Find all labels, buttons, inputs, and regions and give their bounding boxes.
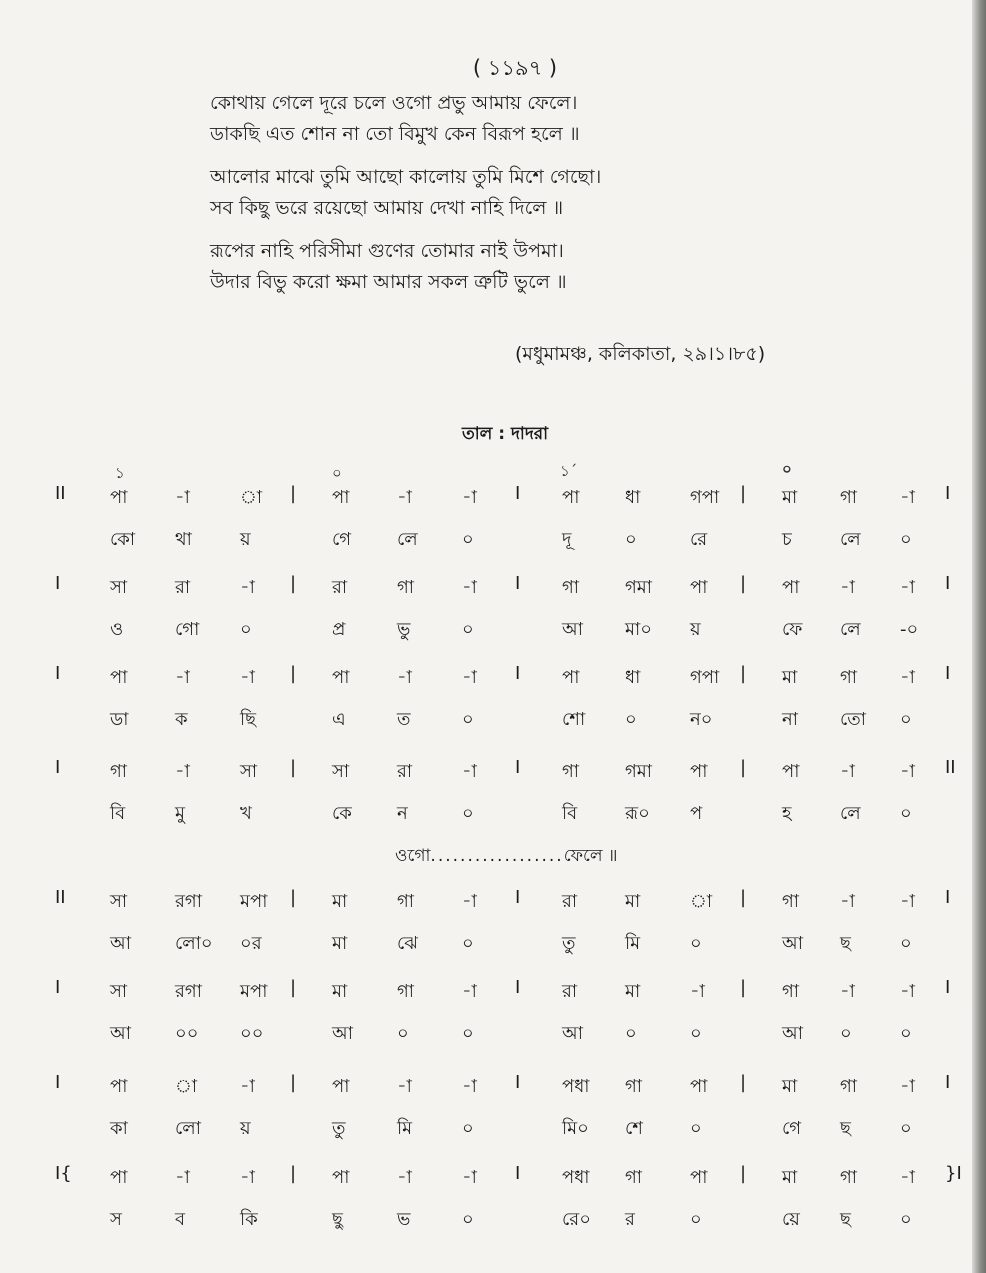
bar-line: |: [290, 483, 297, 504]
note-cell: মা: [782, 1076, 798, 1097]
lyric-syllable: ০০: [240, 1023, 264, 1044]
lyric-syllable: হ: [782, 803, 792, 824]
beat-mark: ০: [332, 464, 342, 482]
lyric-syllable: গে: [332, 529, 352, 550]
lyric-syllable: ফে: [782, 619, 803, 640]
note-cell: -া: [462, 577, 477, 598]
lyric-syllable: আ: [782, 1023, 803, 1044]
bar-line: I: [55, 757, 61, 778]
song-lyrics: [210, 88, 601, 310]
note-cell: গা: [840, 1167, 858, 1188]
lyric-syllable: ০: [240, 619, 252, 640]
note-cell: া: [175, 1076, 198, 1097]
note-cell: -া: [462, 981, 477, 1002]
lyric-syllable: ০: [900, 933, 912, 954]
note-cell: -া: [462, 1076, 477, 1097]
lyric-syllable: ০: [900, 709, 912, 730]
lyric-syllable: কি: [240, 1209, 258, 1230]
note-cell: -া: [690, 981, 705, 1002]
note-cell: পা: [782, 761, 800, 782]
lyric-syllable: ০০: [175, 1023, 199, 1044]
bar-line: |: [740, 977, 747, 998]
lyric-syllable: রে০: [562, 1209, 591, 1230]
lyric-syllable: ০র: [240, 933, 262, 954]
lyric-syllable: লে: [397, 529, 418, 550]
lyric-syllable: ত: [397, 709, 411, 730]
note-cell: মা: [782, 667, 798, 688]
bar-line: I{: [55, 1163, 72, 1184]
note-cell: -া: [397, 487, 412, 508]
lyric-line: রূপের নাহি পরিসীমা গুণের তোমার নাই উপমা।: [210, 240, 564, 262]
lyric-syllable: কো: [110, 529, 136, 550]
bar-line: |: [740, 663, 747, 684]
note-cell: -া: [175, 487, 190, 508]
lyric-syllable: ক: [175, 709, 188, 730]
note-cell: -া: [397, 1076, 412, 1097]
note-cell: -া: [462, 667, 477, 688]
refrain-line: [395, 843, 618, 871]
note-cell: সা: [110, 981, 128, 1002]
lyric-syllable: ০: [900, 1118, 912, 1139]
note-cell: -া: [175, 667, 190, 688]
note-cell: -া: [900, 1076, 915, 1097]
note-cell: পা: [562, 487, 580, 508]
bar-line: I: [515, 757, 521, 778]
note-cell: গা: [625, 1076, 643, 1097]
lyric-syllable: ০: [462, 1118, 474, 1139]
note-cell: গপা: [690, 487, 720, 508]
note-cell: গা: [397, 577, 415, 598]
note-cell: মা: [625, 891, 641, 912]
lyric-syllable: মি: [625, 933, 641, 954]
note-cell: গা: [840, 667, 858, 688]
note-cell: গা: [782, 891, 800, 912]
bar-line: I: [945, 977, 951, 998]
note-cell: গা: [840, 1076, 858, 1097]
lyric-syllable: লে: [840, 529, 861, 550]
lyric-syllable: ভু: [397, 619, 411, 640]
page-edge-shadow: [972, 0, 986, 1273]
lyric-syllable: ছু: [332, 1209, 343, 1230]
lyric-syllable: তু: [562, 933, 576, 954]
note-cell: রগা: [175, 891, 202, 912]
bar-line: I: [515, 1072, 521, 1093]
lyric-syllable: ০: [462, 1209, 474, 1230]
note-cell: পা: [690, 1167, 708, 1188]
lyric-syllable: বি: [110, 803, 126, 824]
refrain-end: ফেলে ॥: [563, 846, 618, 866]
beat-mark: ১´: [560, 462, 578, 480]
lyric-syllable: চ: [782, 529, 792, 550]
bar-line: }I: [945, 1163, 962, 1184]
bar-line: |: [290, 757, 297, 778]
note-cell: রা: [562, 981, 578, 1002]
lyric-syllable: ০: [900, 803, 912, 824]
bar-line: |: [740, 757, 747, 778]
lyric-syllable: প্র: [332, 619, 346, 640]
note-cell: -া: [175, 1167, 190, 1188]
lyric-syllable: আ: [110, 933, 131, 954]
bar-line: |: [740, 573, 747, 594]
note-cell: -া: [840, 761, 855, 782]
lyric-syllable: তু: [332, 1118, 346, 1139]
note-cell: -া: [175, 761, 190, 782]
note-cell: গমা: [625, 577, 653, 598]
lyric-syllable: ০: [462, 619, 474, 640]
lyric-syllable: লো০: [175, 933, 213, 954]
note-cell: গমা: [625, 761, 653, 782]
note-cell: পা: [110, 487, 128, 508]
note-cell: -া: [840, 981, 855, 1002]
lyric-syllable: র: [625, 1209, 635, 1230]
refrain-start: ওগো: [395, 846, 431, 866]
note-cell: মা: [332, 891, 348, 912]
note-cell: পধা: [562, 1167, 590, 1188]
lyric-syllable: য়: [240, 529, 251, 550]
note-cell: -া: [900, 667, 915, 688]
lyric-syllable: ডা: [110, 709, 129, 730]
lyric-syllable: ০: [840, 1023, 852, 1044]
lyric-syllable: লো: [175, 1118, 201, 1139]
bar-line: I: [945, 887, 951, 908]
lyric-line: সব কিছু ভরে রয়েছো আমায় দেখা নাহি দিলে ॥: [210, 197, 564, 219]
lyric-syllable: মু: [175, 803, 185, 824]
verse-3: [210, 236, 601, 298]
note-cell: মা: [782, 487, 798, 508]
bar-line: |: [290, 1072, 297, 1093]
lyric-syllable: রূ০: [625, 803, 650, 824]
bar-line: I: [945, 483, 951, 504]
note-cell: পা: [332, 1076, 350, 1097]
note-cell: পা: [690, 577, 708, 598]
bar-line: I: [945, 573, 951, 594]
bar-line: |: [290, 663, 297, 684]
bar-line: I: [515, 977, 521, 998]
lyric-syllable: ভ: [397, 1209, 411, 1230]
note-cell: -া: [900, 487, 915, 508]
note-cell: -া: [397, 667, 412, 688]
lyric-syllable: ০: [690, 1023, 702, 1044]
lyric-line: কোথায় গেলে দূরে চলে ওগো প্রভু আমায় ফেলে।: [210, 92, 578, 114]
lyric-syllable: আ: [110, 1023, 131, 1044]
bar-line: |: [740, 483, 747, 504]
bar-line: I: [515, 573, 521, 594]
lyric-syllable: কে: [332, 803, 352, 824]
note-cell: -া: [462, 761, 477, 782]
note-cell: গা: [625, 1167, 643, 1188]
note-cell: -া: [900, 577, 915, 598]
note-cell: মা: [782, 1167, 798, 1188]
note-cell: গপা: [690, 667, 720, 688]
lyric-syllable: লে: [840, 803, 861, 824]
lyric-syllable: আ: [332, 1023, 353, 1044]
lyric-syllable: মা: [332, 933, 348, 954]
note-cell: ধা: [625, 667, 641, 688]
note-cell: -া: [240, 1167, 255, 1188]
note-cell: পা: [690, 761, 708, 782]
lyric-syllable: ০: [462, 1023, 474, 1044]
lyric-syllable: ০: [462, 709, 474, 730]
note-cell: পা: [110, 1076, 128, 1097]
verse-1: [210, 88, 601, 150]
lyric-syllable: ০: [900, 1209, 912, 1230]
lyric-syllable: ০: [625, 529, 637, 550]
lyric-syllable: শো: [562, 709, 586, 730]
lyric-syllable: ০: [462, 933, 474, 954]
note-cell: পা: [110, 667, 128, 688]
note-cell: -া: [462, 1167, 477, 1188]
note-cell: গা: [562, 761, 580, 782]
lyric-syllable: ০: [625, 709, 637, 730]
note-cell: ধা: [625, 487, 641, 508]
lyric-syllable: ছ: [840, 933, 851, 954]
note-cell: -া: [840, 891, 855, 912]
note-cell: -া: [462, 891, 477, 912]
lyric-syllable: ন: [397, 803, 408, 824]
lyric-syllable: -০: [900, 619, 919, 640]
lyric-syllable: গো: [175, 619, 200, 640]
note-cell: সা: [110, 891, 128, 912]
lyric-syllable: ০: [900, 1023, 912, 1044]
note-cell: া: [240, 487, 263, 508]
attribution: (মধুমামঞ্চ, কলিকাতা, ২৯।১।৮৫): [515, 343, 766, 365]
note-cell: -া: [397, 1167, 412, 1188]
lyric-line: আলোর মাঝে তুমি আছো কালোয় তুমি মিশে গেছো।: [210, 166, 602, 188]
note-cell: সা: [240, 761, 258, 782]
lyric-syllable: ০: [690, 1118, 702, 1139]
lyric-syllable: খ: [240, 803, 252, 824]
bar-line: |: [740, 1163, 747, 1184]
note-cell: -া: [462, 487, 477, 508]
lyric-syllable: ও: [110, 619, 124, 640]
note-cell: রা: [562, 891, 578, 912]
lyric-syllable: থা: [175, 529, 192, 550]
note-cell: -া: [240, 577, 255, 598]
note-cell: রা: [397, 761, 413, 782]
lyric-syllable: মি০: [562, 1118, 589, 1139]
lyric-syllable: ০: [462, 529, 474, 550]
lyric-syllable: বি: [562, 803, 578, 824]
lyric-syllable: তো: [840, 709, 867, 730]
note-cell: -া: [900, 891, 915, 912]
note-cell: পা: [332, 487, 350, 508]
note-cell: -া: [900, 981, 915, 1002]
bar-line: |: [290, 1163, 297, 1184]
lyric-syllable: ০: [397, 1023, 409, 1044]
lyric-syllable: প: [690, 803, 703, 824]
lyric-syllable: ছ: [840, 1209, 851, 1230]
bar-line: I: [55, 977, 61, 998]
note-cell: গা: [397, 981, 415, 1002]
bar-line: I: [515, 887, 521, 908]
taal-heading: তাল : দাদরা: [461, 424, 549, 444]
bar-line: |: [740, 1072, 747, 1093]
lyric-syllable: রে: [690, 529, 708, 550]
bar-line: I: [515, 663, 521, 684]
lyric-syllable: ঝে: [397, 933, 418, 954]
lyric-syllable: ছ: [840, 1118, 851, 1139]
lyric-syllable: ব: [175, 1209, 186, 1230]
lyric-syllable: ছি: [240, 709, 257, 730]
bar-line: I: [515, 1163, 521, 1184]
bar-line: I: [945, 1072, 951, 1093]
lyric-syllable: ০: [900, 529, 912, 550]
note-cell: সা: [110, 577, 128, 598]
lyric-syllable: য়ে: [782, 1209, 800, 1230]
note-cell: রা: [175, 577, 191, 598]
note-cell: সা: [332, 761, 350, 782]
bar-line: I: [515, 483, 521, 504]
page-number: ( ১১৯৭ ): [472, 56, 558, 80]
bar-line: |: [290, 887, 297, 908]
note-cell: -া: [240, 667, 255, 688]
lyric-syllable: ০: [462, 803, 474, 824]
note-cell: পা: [332, 1167, 350, 1188]
note-cell: -া: [900, 1167, 915, 1188]
note-cell: গা: [562, 577, 580, 598]
bar-line: II: [55, 887, 66, 908]
lyric-syllable: য়: [240, 1118, 251, 1139]
note-cell: পা: [782, 577, 800, 598]
refrain-dots: ..................: [430, 846, 564, 866]
lyric-syllable: ০: [625, 1023, 637, 1044]
note-cell: পধা: [562, 1076, 590, 1097]
lyric-syllable: আ: [782, 933, 803, 954]
note-cell: গা: [782, 981, 800, 1002]
lyric-syllable: এ: [332, 709, 346, 730]
lyric-syllable: শে: [625, 1118, 643, 1139]
beat-mark: ০: [782, 460, 792, 478]
bar-line: |: [290, 573, 297, 594]
bar-line: I: [55, 663, 61, 684]
lyric-syllable: লে: [840, 619, 861, 640]
note-cell: পা: [562, 667, 580, 688]
bar-line: |: [290, 977, 297, 998]
note-cell: -া: [840, 577, 855, 598]
lyric-syllable: য়: [690, 619, 701, 640]
note-cell: গা: [110, 761, 128, 782]
note-cell: -া: [900, 761, 915, 782]
lyric-line: উদার বিভু করো ক্ষমা আমার সকল ত্রুটি ভুলে ॥: [210, 271, 567, 293]
note-cell: মপা: [240, 891, 268, 912]
note-cell: মা: [625, 981, 641, 1002]
bar-line: I: [55, 1072, 61, 1093]
lyric-syllable: গে: [782, 1118, 802, 1139]
note-cell: রগা: [175, 981, 202, 1002]
bar-line: I: [945, 663, 951, 684]
lyric-line: ডাকছি এত শোন না তো বিমুখ কেন বিরূপ হলে ॥: [210, 123, 580, 145]
note-cell: রা: [332, 577, 348, 598]
beat-mark: ১: [115, 464, 125, 482]
bar-line: II: [945, 757, 956, 778]
lyric-syllable: মি: [397, 1118, 413, 1139]
lyric-syllable: মা০: [625, 619, 652, 640]
note-cell: মা: [332, 981, 348, 1002]
bar-line: I: [55, 573, 61, 594]
lyric-syllable: দূ: [562, 529, 572, 550]
lyric-syllable: ন০: [690, 709, 713, 730]
lyric-syllable: কা: [110, 1118, 128, 1139]
lyric-syllable: ০: [690, 933, 702, 954]
bar-line: |: [740, 887, 747, 908]
note-cell: -া: [240, 1076, 255, 1097]
note-cell: গা: [397, 891, 415, 912]
bar-line: II: [55, 483, 66, 504]
note-cell: মপা: [240, 981, 268, 1002]
verse-2: [210, 162, 601, 224]
lyric-syllable: আ: [562, 1023, 583, 1044]
lyric-syllable: ০: [690, 1209, 702, 1230]
note-cell: পা: [110, 1167, 128, 1188]
note-cell: পা: [690, 1076, 708, 1097]
note-cell: া: [690, 891, 713, 912]
lyric-syllable: আ: [562, 619, 583, 640]
lyric-syllable: স: [110, 1209, 122, 1230]
note-cell: গা: [840, 487, 858, 508]
note-cell: পা: [332, 667, 350, 688]
lyric-syllable: না: [782, 709, 798, 730]
